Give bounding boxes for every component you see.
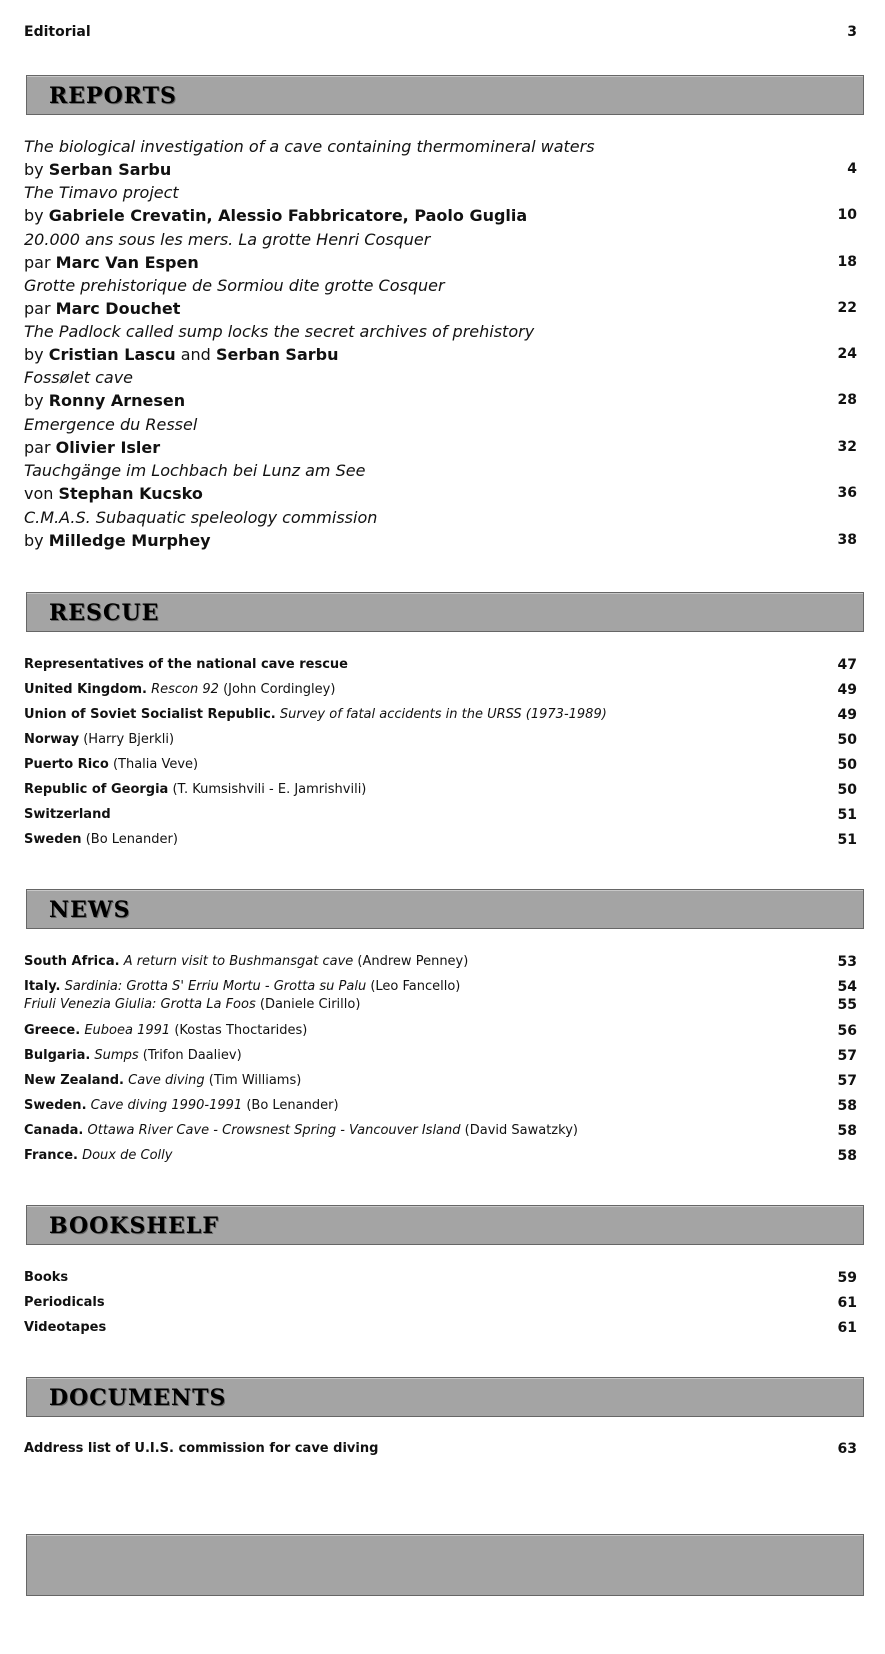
report-entry[interactable]: [24, 320, 857, 366]
item-subtitle: Sumps: [94, 1048, 139, 1063]
list-item[interactable]: [24, 1319, 857, 1337]
item-page: 63: [837, 1441, 857, 1457]
item-lead: Sweden: [24, 832, 82, 847]
item-page: 57: [837, 1048, 857, 1064]
section-title-rescue: RESCUE: [49, 600, 160, 626]
item-lead: Republic of Georgia: [24, 782, 169, 797]
report-prefix: by: [24, 206, 44, 225]
item-author: (Daniele Cirillo): [259, 997, 361, 1012]
report-authors-2: Serban Sarbu: [215, 345, 339, 364]
item-page: 56: [837, 1023, 857, 1039]
report-conjunction: and: [180, 345, 211, 364]
report-title: The Timavo project: [24, 183, 179, 202]
report-page: 22: [837, 300, 857, 316]
report-authors: Olivier Isler: [55, 438, 161, 457]
report-page: 32: [837, 439, 857, 455]
report-page: 38: [837, 532, 857, 548]
item-subtitle: Ottawa River Cave - Crowsnest Spring - Vancouver Island: [87, 1123, 461, 1138]
editorial-label: Editorial: [24, 24, 91, 40]
item-subtitle: Cave diving 1990-1991: [90, 1098, 243, 1113]
list-item[interactable]: [24, 1294, 857, 1312]
report-authors: Marc Douchet: [55, 299, 181, 318]
item-author: (Tim Williams): [208, 1073, 302, 1088]
editorial-page: 3: [847, 24, 857, 40]
report-page: 4: [847, 161, 857, 177]
section-header-documents: [26, 1377, 864, 1417]
list-item[interactable]: [24, 1147, 857, 1165]
item-page: 50: [837, 757, 857, 773]
report-entry[interactable]: [24, 506, 857, 552]
item-page: 47: [837, 657, 857, 673]
item-lead: New Zealand.: [24, 1073, 124, 1088]
list-item[interactable]: [24, 706, 857, 724]
item-lead: Periodicals: [24, 1295, 105, 1310]
section-header-news: [26, 889, 864, 929]
list-item[interactable]: [24, 681, 857, 699]
report-authors: Milledge Murphey: [48, 531, 211, 550]
item-author: (Bo Lenander): [246, 1098, 339, 1113]
item-lead: Representatives of the national cave rescue: [24, 657, 348, 672]
report-page: 10: [837, 207, 857, 223]
report-title: The Padlock called sump locks the secret archives of prehistory: [24, 322, 535, 341]
list-item[interactable]: [24, 953, 857, 971]
report-prefix: par: [24, 253, 51, 272]
report-authors: Serban Sarbu: [48, 160, 172, 179]
report-prefix: by: [24, 391, 44, 410]
section-title-bookshelf: BOOKSHELF: [49, 1213, 219, 1239]
item-page: 51: [837, 832, 857, 848]
item-author: (Bo Lenander): [85, 832, 178, 847]
report-title: Grotte prehistorique de Sormiou dite grotte Cosquer: [24, 276, 445, 295]
item-lead: Address list of U.I.S. commission for cave diving: [24, 1441, 379, 1456]
item-page: 61: [837, 1320, 857, 1336]
report-prefix: by: [24, 160, 44, 179]
list-item[interactable]: [24, 731, 857, 749]
report-title: 20.000 ans sous les mers. La grotte Henri Cosquer: [24, 230, 431, 249]
report-prefix: by: [24, 345, 44, 364]
list-item[interactable]: [24, 1047, 857, 1065]
item-lead: Videotapes: [24, 1320, 107, 1335]
item-page: 61: [837, 1295, 857, 1311]
report-title: Fossølet cave: [24, 368, 134, 387]
item-page: 54: [837, 979, 857, 995]
item-lead: Bulgaria.: [24, 1048, 91, 1063]
list-item[interactable]: [24, 756, 857, 774]
report-entry[interactable]: [24, 459, 857, 505]
report-entry[interactable]: [24, 274, 857, 320]
item-lead: Norway: [24, 732, 80, 747]
item-subtitle: Sardinia: Grotta S' Erriu Mortu - Grotta su Palu: [64, 979, 367, 994]
item-lead: Greece.: [24, 1023, 81, 1038]
item-subtitle: A return visit to Bushmansgat cave: [123, 954, 354, 969]
list-item[interactable]: [24, 1440, 857, 1458]
list-item[interactable]: [24, 1269, 857, 1287]
report-authors: Stephan Kucsko: [58, 484, 203, 503]
report-authors: Ronny Arnesen: [48, 391, 186, 410]
report-title: Tauchgänge im Lochbach bei Lunz am See: [24, 461, 366, 480]
report-page: 18: [837, 254, 857, 270]
item-lead: Switzerland: [24, 807, 111, 822]
item-page: 58: [837, 1098, 857, 1114]
item-page: 59: [837, 1270, 857, 1286]
section-header-reports: [26, 75, 864, 115]
list-item[interactable]: [24, 781, 857, 799]
section-title-news: NEWS: [49, 897, 131, 923]
report-entry[interactable]: [24, 228, 857, 274]
item-author: (Trifon Daaliev): [142, 1048, 242, 1063]
item-subtitle: Rescon 92: [151, 682, 219, 697]
report-authors: Gabriele Crevatin, Alessio Fabbricatore, Paolo Guglia: [48, 206, 528, 225]
section-header-bookshelf: [26, 1205, 864, 1245]
item-lead: United Kingdom.: [24, 682, 147, 697]
item-page: 58: [837, 1148, 857, 1164]
item-lead: Puerto Rico: [24, 757, 109, 772]
report-prefix: by: [24, 531, 44, 550]
item-subtitle: Euboea 1991: [84, 1023, 171, 1038]
section-title-documents: DOCUMENTS: [49, 1385, 227, 1411]
list-item[interactable]: [24, 806, 857, 824]
list-item[interactable]: [24, 978, 857, 996]
item-subtitle: Friuli Venezia Giulia: Grotta La Foos: [24, 997, 256, 1012]
item-author: (Andrew Penney): [357, 954, 469, 969]
list-item[interactable]: [24, 1022, 857, 1040]
report-entry[interactable]: [24, 181, 857, 227]
item-author: (Kostas Thoctarides): [174, 1023, 308, 1038]
list-item[interactable]: [24, 996, 857, 1014]
footer-bar: [26, 1534, 864, 1596]
item-lead: France.: [24, 1148, 78, 1163]
item-page: 49: [837, 707, 857, 723]
item-lead: Union of Soviet Socialist Republic.: [24, 707, 276, 722]
item-page: 50: [837, 732, 857, 748]
report-authors: Cristian Lascu: [48, 345, 176, 364]
item-subtitle: Survey of fatal accidents in the URSS (1973-1989): [279, 707, 607, 722]
report-page: 24: [837, 346, 857, 362]
report-title: Emergence du Ressel: [24, 415, 198, 434]
list-item[interactable]: [24, 656, 857, 674]
report-page: 28: [837, 392, 857, 408]
report-title: The biological investigation of a cave containing thermomineral waters: [24, 137, 595, 156]
item-author: (Leo Fancello): [370, 979, 461, 994]
item-author: (Thalia Veve): [112, 757, 199, 772]
report-entry[interactable]: [24, 366, 857, 412]
report-entry[interactable]: [24, 413, 857, 459]
editorial-entry[interactable]: [24, 24, 857, 40]
report-authors: Marc Van Espen: [55, 253, 199, 272]
item-lead: South Africa.: [24, 954, 120, 969]
item-page: 55: [837, 997, 857, 1013]
item-subtitle: Cave diving: [128, 1073, 205, 1088]
item-author: (Harry Bjerkli): [83, 732, 175, 747]
item-lead: Canada.: [24, 1123, 84, 1138]
report-prefix: par: [24, 299, 51, 318]
list-item[interactable]: [24, 1122, 857, 1140]
item-author: (John Cordingley): [223, 682, 336, 697]
item-lead: Books: [24, 1270, 69, 1285]
item-lead: Italy.: [24, 979, 61, 994]
report-prefix: par: [24, 438, 51, 457]
item-page: 51: [837, 807, 857, 823]
report-entry[interactable]: [24, 135, 857, 181]
item-page: 58: [837, 1123, 857, 1139]
item-page: 50: [837, 782, 857, 798]
item-lead: Sweden.: [24, 1098, 87, 1113]
report-prefix: von: [24, 484, 54, 503]
item-page: 57: [837, 1073, 857, 1089]
list-item[interactable]: [24, 1097, 857, 1115]
section-title-reports: REPORTS: [49, 83, 177, 109]
item-page: 49: [837, 682, 857, 698]
report-page: 36: [837, 485, 857, 501]
section-header-rescue: [26, 592, 864, 632]
item-author: (David Sawatzky): [464, 1123, 578, 1138]
list-item[interactable]: [24, 831, 857, 849]
list-item[interactable]: [24, 1072, 857, 1090]
item-author: (T. Kumsishvili - E. Jamrishvili): [172, 782, 367, 797]
item-page: 53: [837, 954, 857, 970]
report-title: C.M.A.S. Subaquatic speleology commission: [24, 508, 378, 527]
item-subtitle: Doux de Colly: [82, 1148, 173, 1163]
